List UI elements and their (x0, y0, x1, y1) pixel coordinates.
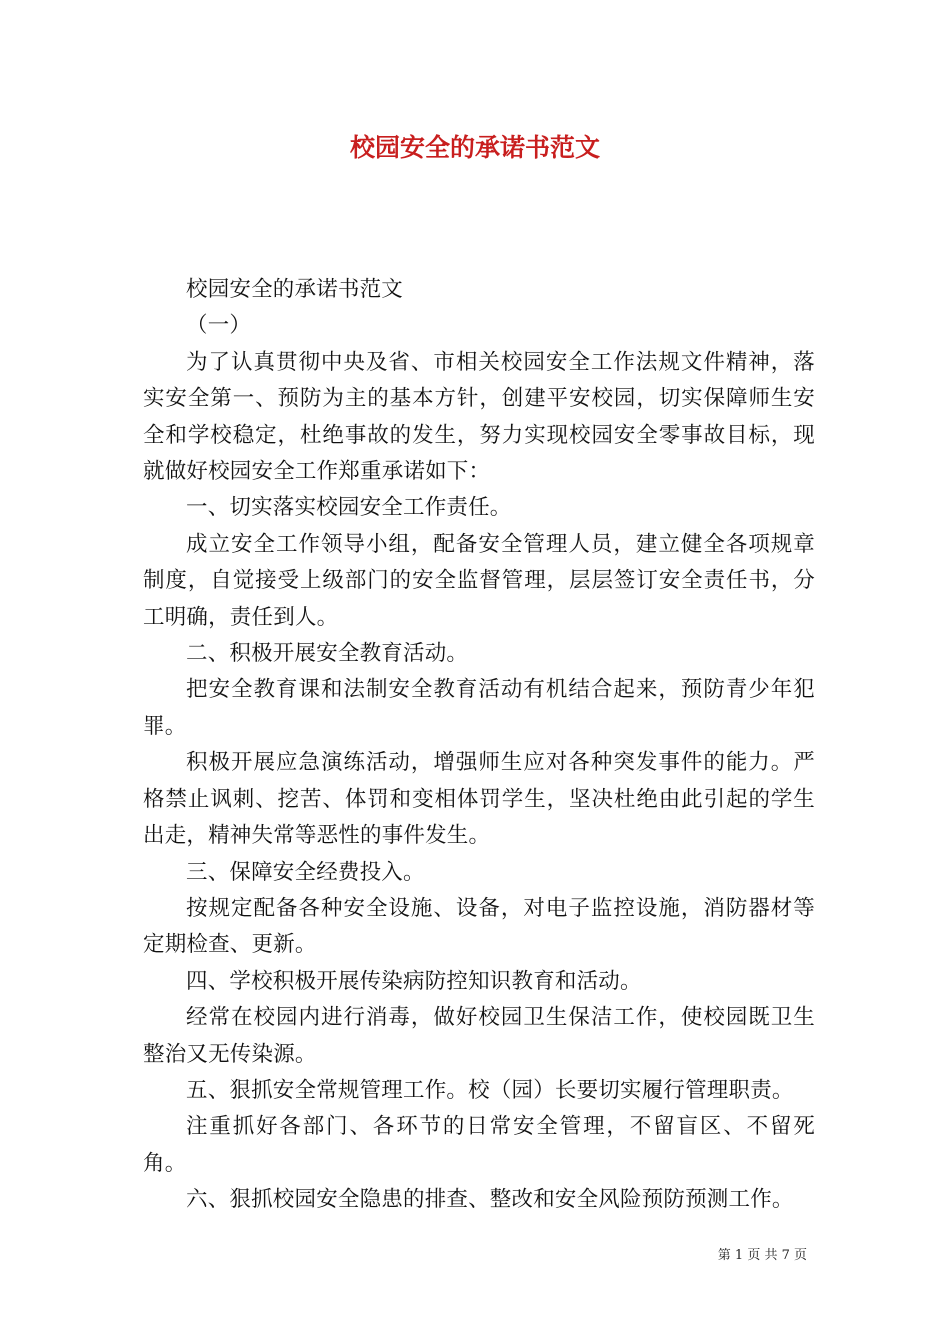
heading-section-1: 一、切实落实校园安全工作责任。 (186, 495, 512, 521)
paragraph-section-2a: 把安全教育课和法制安全教育活动有机结合起来，预防青少年犯罪。 (143, 677, 815, 739)
paragraph-subtitle: 校园安全的承诺书范文 (186, 277, 404, 302)
paragraph-section-1: 成立安全工作领导小组，配备安全管理人员，建立健全各项规章制度，自觉接受上级部门的安全监督管理，层层签订安全责任书，分工明确，责任到人。 (143, 531, 815, 630)
paragraph-section-5: 注重抓好各部门、各环节的日常安全管理，不留盲区、不留死角。 (143, 1114, 815, 1176)
heading-section-4: 四、学校积极开展传染病防控知识教育和活动。 (186, 968, 642, 994)
heading-section-2: 二、积极开展安全教育活动。 (186, 641, 469, 667)
paragraph-intro: 为了认真贯彻中央及省、市相关校园安全工作法规文件精神，落实安全第一、预防为主的基本方针，创建平安校园，切实保障师生安全和学校稳定，杜绝事故的发生，努力实现校园安全零事故目标，现就做好校园安全工作郑重承诺如下： (143, 349, 815, 485)
paragraph-section-number: （一） (186, 313, 252, 339)
heading-section-5: 五、狠抓安全常规管理工作。校（园）长要切实履行管理职责。 (186, 1077, 794, 1103)
heading-section-3: 三、保障安全经费投入。 (186, 859, 425, 885)
paragraph-section-4: 经常在校园内进行消毒，做好校园卫生保洁工作，使校园既卫生整治又无传染源。 (143, 1005, 815, 1067)
document-title: 校园安全的承诺书范文 (349, 133, 600, 162)
paragraph-section-2b: 积极开展应急演练活动，增强师生应对各种突发事件的能力。严格禁止讽刺、挖苦、体罚和变相体罚学生，坚决杜绝由此引起的学生出走，精神失常等恶性的事件发生。 (143, 750, 815, 849)
document-body (143, 272, 815, 1219)
page-number-footer: 第 1 页 共 7 页 (717, 1248, 807, 1263)
heading-section-6: 六、狠抓校园安全隐患的排查、整改和安全风险预防预测工作。 (186, 1187, 794, 1213)
paragraph-section-3: 按规定配备各种安全设施、设备，对电子监控设施，消防器材等定期检查、更新。 (143, 895, 815, 958)
